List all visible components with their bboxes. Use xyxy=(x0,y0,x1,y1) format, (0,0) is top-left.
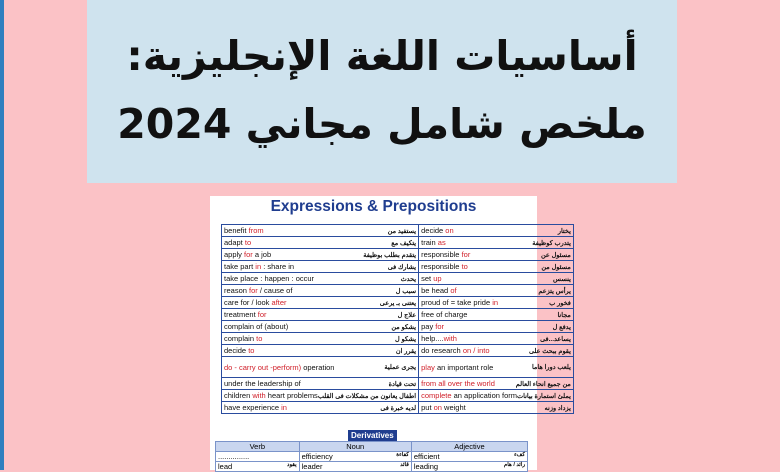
table-cell xyxy=(222,261,419,273)
cell-content xyxy=(421,274,571,283)
derivative-word: efficient xyxy=(413,452,440,461)
expression-text: care for / look xyxy=(224,298,272,307)
derivatives-cell xyxy=(411,462,527,472)
english-expression xyxy=(224,298,287,307)
arabic-meaning: يستفيد من xyxy=(387,227,417,235)
table-cell xyxy=(419,309,574,321)
table-row xyxy=(222,285,574,297)
derivatives-cell xyxy=(411,452,527,462)
expression-text: benefit xyxy=(224,226,249,235)
derivatives-header-cell: Noun xyxy=(299,442,411,452)
expression-text: an application form xyxy=(451,391,517,400)
preposition-highlight: for xyxy=(249,286,258,295)
arabic-meaning: يعتنى بـ يرعى xyxy=(379,299,417,307)
expression-text: complain xyxy=(224,334,257,343)
preposition-highlight: in xyxy=(281,403,287,412)
arabic-meaning: من جميع انحاء العالم xyxy=(515,380,571,388)
cell-content xyxy=(421,298,571,307)
expression-text: an important role xyxy=(434,362,494,372)
derivative-arabic: كفاءة xyxy=(396,452,409,458)
english-expression xyxy=(224,286,292,295)
table-cell xyxy=(419,237,574,249)
english-expression xyxy=(421,403,466,412)
table-cell xyxy=(419,261,574,273)
table-cell xyxy=(222,402,419,414)
arabic-meaning: يزداد وزنه xyxy=(544,404,571,412)
expression-text: have experience xyxy=(224,403,282,412)
arabic-meaning: يشكو ل xyxy=(395,335,417,343)
table-cell xyxy=(222,345,419,357)
table-cell xyxy=(419,345,574,357)
preposition-highlight: to xyxy=(248,346,255,355)
cell-content xyxy=(224,363,416,372)
expression-text: free of charge xyxy=(421,310,468,319)
expression-text: : share in xyxy=(261,262,295,271)
cell-content xyxy=(224,250,416,259)
preposition-highlight: for xyxy=(257,310,267,319)
derivative-arabic: كفء xyxy=(514,452,525,458)
preposition-highlight: to xyxy=(244,238,252,247)
english-expression xyxy=(224,379,301,388)
arabic-meaning: مسئول عن xyxy=(540,251,571,259)
english-expression xyxy=(224,334,262,343)
cell-content xyxy=(421,250,571,259)
english-expression xyxy=(421,310,467,319)
expression-text: complain of (about) xyxy=(224,322,289,331)
derivative-word: efficiency xyxy=(301,452,333,461)
derivatives-cell xyxy=(299,452,411,462)
cell-content xyxy=(421,363,571,372)
table-row xyxy=(222,273,574,285)
cell-content xyxy=(224,322,416,331)
english-expression xyxy=(421,322,444,331)
derivatives-title: Derivatives xyxy=(348,430,397,441)
derivatives-row xyxy=(216,452,528,462)
english-expression xyxy=(421,346,489,355)
banner-title-line-2: ملخص شامل مجاني 2024 xyxy=(117,100,647,148)
table-row xyxy=(222,402,574,414)
table-row xyxy=(222,390,574,402)
english-expression xyxy=(421,379,495,388)
table-cell xyxy=(222,237,419,249)
table-cell xyxy=(222,285,419,297)
arabic-meaning: يساعد...فى xyxy=(540,335,571,343)
derivatives-table xyxy=(215,441,528,472)
arabic-meaning: يدفع ل xyxy=(552,323,571,331)
table-cell xyxy=(419,285,574,297)
english-expression xyxy=(224,262,294,271)
english-expression xyxy=(421,250,470,259)
expression-text: weight xyxy=(441,403,466,412)
table-cell xyxy=(222,357,419,378)
derivatives-cell xyxy=(299,462,411,472)
table-cell xyxy=(222,390,419,402)
arabic-meaning: لديه خبرة فى xyxy=(380,404,417,412)
derivative-arabic: رائد / هام xyxy=(503,462,525,468)
derivatives-header-cell: Adjective xyxy=(411,442,527,452)
cell-content xyxy=(421,226,571,235)
table-cell xyxy=(222,321,419,333)
expression-text: responsible xyxy=(421,262,462,271)
preposition-highlight: on / into xyxy=(462,346,490,355)
arabic-meaning: مسئول من xyxy=(541,263,571,271)
arabic-meaning: سبب ل xyxy=(395,287,417,295)
english-expression xyxy=(224,238,251,247)
table-cell xyxy=(419,378,574,390)
english-expression xyxy=(224,322,288,331)
table-cell xyxy=(222,225,419,237)
cell-content xyxy=(224,238,416,247)
cell-content xyxy=(224,262,416,271)
arabic-meaning: يتقدم بطلب بوظيفة xyxy=(363,251,417,259)
arabic-meaning: يتدرب كوظيفة xyxy=(532,239,571,247)
table-row xyxy=(222,321,574,333)
preposition-highlight: for xyxy=(435,322,445,331)
expression-text: help.... xyxy=(421,334,444,343)
preposition-highlight: do - carry out -perform) xyxy=(224,362,302,372)
arabic-meaning: يرأس يتزعم xyxy=(538,287,571,295)
table-cell xyxy=(419,321,574,333)
expression-text: take part xyxy=(224,262,256,271)
cell-content xyxy=(224,403,416,412)
english-expression xyxy=(224,363,334,372)
derivative-word: lead xyxy=(218,462,233,471)
preposition-highlight: in xyxy=(255,262,262,271)
table-cell xyxy=(419,273,574,285)
english-expression xyxy=(421,274,441,283)
arabic-meaning: يشكو من xyxy=(391,323,417,331)
preposition-highlight: from xyxy=(248,226,264,235)
cell-content xyxy=(421,322,571,331)
cell-content xyxy=(421,286,571,295)
derivatives-cell xyxy=(216,462,300,472)
expression-text: heart problems xyxy=(265,391,318,400)
expression-text: responsible xyxy=(421,250,462,259)
arabic-meaning: اطفال يعانون من مشكلات فى القلب xyxy=(317,392,417,400)
expression-text: operation xyxy=(301,362,335,372)
derivative-word: leader xyxy=(301,462,323,471)
english-expression xyxy=(421,262,468,271)
preposition-highlight: for xyxy=(461,250,471,259)
preposition-highlight: of xyxy=(450,286,457,295)
document-image xyxy=(210,196,571,471)
table-row xyxy=(222,261,574,273)
preposition-highlight: from all over the world xyxy=(421,379,495,388)
arabic-meaning: يملئ استمارة بيانات xyxy=(517,392,571,400)
expressions-table xyxy=(221,224,574,414)
table-cell xyxy=(222,309,419,321)
expression-text: adapt xyxy=(224,238,245,247)
english-expression xyxy=(421,286,456,295)
table-cell xyxy=(222,333,419,345)
derivatives-cell xyxy=(216,452,300,462)
derivative-arabic: يقود xyxy=(287,462,297,468)
english-expression xyxy=(421,238,446,247)
table-cell xyxy=(419,249,574,261)
document-title: Expressions & Prepositions xyxy=(270,198,477,215)
table-row xyxy=(222,237,574,249)
derivative-arabic: قائد xyxy=(400,462,409,468)
arabic-meaning: يختار xyxy=(557,227,571,235)
arabic-meaning: مجانا xyxy=(557,311,571,319)
english-expression xyxy=(224,346,254,355)
expression-text: take place : happen : occur xyxy=(224,274,315,283)
table-row xyxy=(222,333,574,345)
english-expression xyxy=(421,363,493,372)
expression-text: children xyxy=(224,391,253,400)
derivative-word: ............... xyxy=(218,452,250,461)
preposition-highlight: for xyxy=(244,250,253,259)
table-cell xyxy=(222,273,419,285)
preposition-highlight: to xyxy=(461,262,468,271)
arabic-meaning: يلعب دورا هاما xyxy=(531,364,571,371)
english-expression xyxy=(224,274,314,283)
derivatives-row xyxy=(216,462,528,472)
english-expression xyxy=(224,391,318,400)
table-row xyxy=(222,225,574,237)
table-row xyxy=(222,345,574,357)
expression-text: a job xyxy=(252,250,272,259)
expression-text: proud of = take pride xyxy=(421,298,493,307)
expression-text: put xyxy=(421,403,434,412)
english-expression xyxy=(224,403,287,412)
arabic-meaning: يتكيف مع xyxy=(391,239,417,247)
derivatives-header-cell: Verb xyxy=(216,442,300,452)
arabic-meaning: فخور ب xyxy=(549,299,571,307)
arabic-meaning: يشارك فى xyxy=(387,263,417,271)
table-cell xyxy=(222,297,419,309)
cell-content xyxy=(421,262,571,271)
english-expression xyxy=(224,250,271,259)
preposition-highlight: complete xyxy=(421,391,452,400)
preposition-highlight: with xyxy=(252,391,266,400)
expression-text: train xyxy=(421,238,438,247)
expression-text: apply xyxy=(224,250,245,259)
banner-title-line-1: أساسيات اللغة الإنجليزية: xyxy=(126,32,638,80)
table-row xyxy=(222,297,574,309)
table-row xyxy=(222,378,574,390)
left-edge-strip xyxy=(0,0,4,470)
expression-text: decide xyxy=(224,346,249,355)
cell-content xyxy=(224,391,416,400)
english-expression xyxy=(224,310,267,319)
preposition-highlight: on xyxy=(445,226,454,235)
table-cell xyxy=(419,357,574,378)
cell-content xyxy=(421,238,571,247)
arabic-meaning: يجرى عملية xyxy=(384,364,417,371)
cell-content xyxy=(421,403,571,412)
table-cell xyxy=(419,402,574,414)
arabic-meaning: يقرر ان xyxy=(395,347,417,355)
cell-content xyxy=(224,298,416,307)
english-expression xyxy=(421,226,454,235)
expression-text: reason xyxy=(224,286,250,295)
cell-content xyxy=(224,379,416,388)
preposition-highlight: play xyxy=(421,362,435,372)
preposition-highlight: on xyxy=(433,403,442,412)
arabic-meaning: علاج ل xyxy=(397,311,417,319)
english-expression xyxy=(421,298,498,307)
arabic-meaning: ينسس xyxy=(553,275,571,283)
table-row xyxy=(222,249,574,261)
cell-content xyxy=(224,334,416,343)
cell-content xyxy=(224,310,416,319)
expression-text: treatment xyxy=(224,310,258,319)
table-cell xyxy=(222,249,419,261)
expression-text: under the leadership of xyxy=(224,379,301,388)
preposition-highlight: to xyxy=(256,334,263,343)
arabic-meaning: يقوم ببحث على xyxy=(529,347,571,355)
cell-content xyxy=(224,286,416,295)
cell-content xyxy=(421,391,571,400)
title-banner xyxy=(87,0,677,183)
expression-text: pay xyxy=(421,322,436,331)
derivatives-header-row xyxy=(216,442,528,452)
cell-content xyxy=(224,346,416,355)
expression-text: decide xyxy=(421,226,446,235)
cell-content xyxy=(421,310,571,319)
preposition-highlight: in xyxy=(492,298,499,307)
cell-content xyxy=(421,379,571,388)
table-cell xyxy=(419,297,574,309)
expression-text: set xyxy=(421,274,434,283)
english-expression xyxy=(421,334,457,343)
expression-text: be head xyxy=(421,286,451,295)
expression-text: / cause of xyxy=(257,286,293,295)
table-cell xyxy=(419,390,574,402)
preposition-highlight: with xyxy=(443,334,457,343)
english-expression xyxy=(421,391,517,400)
cell-content xyxy=(224,226,416,235)
table-cell xyxy=(419,225,574,237)
derivative-word: leading xyxy=(413,462,439,471)
arabic-meaning: يحدث xyxy=(400,275,417,283)
english-expression xyxy=(224,226,264,235)
cell-content xyxy=(224,274,416,283)
preposition-highlight: as xyxy=(437,238,446,247)
table-row xyxy=(222,357,574,378)
preposition-highlight: after xyxy=(271,298,287,307)
table-cell xyxy=(419,333,574,345)
expression-text: do research xyxy=(421,346,463,355)
cell-content xyxy=(421,346,571,355)
arabic-meaning: تحت قيادة xyxy=(388,380,417,388)
table-row xyxy=(222,309,574,321)
preposition-highlight: up xyxy=(433,274,442,283)
table-cell xyxy=(222,378,419,390)
cell-content xyxy=(421,334,571,343)
